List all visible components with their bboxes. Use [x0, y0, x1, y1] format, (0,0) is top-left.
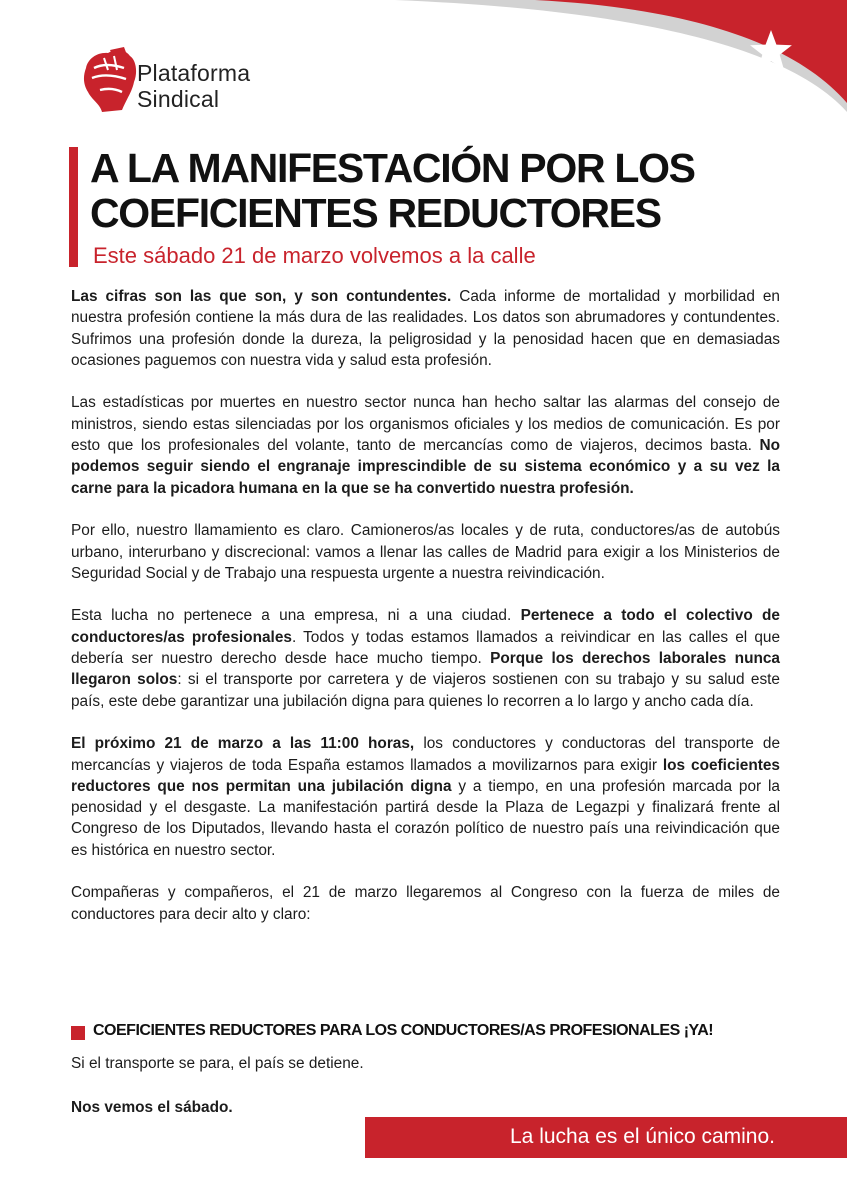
p5-bold-1: El próximo 21 de marzo a las 11:00 horas,	[71, 735, 415, 753]
title-line-2: COEFICIENTES REDUCTORES	[90, 190, 661, 236]
fist-logo-icon	[80, 44, 140, 114]
p4-text-2: . Todos y todas estamos llamados a reivindicar en las calles el que debería ser nuestro derecho desde hace mucho tiempo.	[71, 628, 780, 668]
p2-text: Las estadísticas por muertes en nuestro sector nunca han hecho saltar las alarmas del consejo de ministros, siendo estas silenciadas por los organismos oficiales y los medios de comunicación. Es por esto que los profesionales del volante, tanto de mercancías como de viajeros, decimos basta.	[71, 394, 780, 455]
page-title	[90, 146, 695, 236]
closing-line: Si el transporte se para, el país se detiene.	[71, 1055, 364, 1072]
p4-text-3: : si el transporte por carretera y de viajeros sostienen con su trabajo y su salud este país, este debe garantizar una jubilación digna para quienes lo recorren a lo largo y ancho cada día.	[71, 671, 780, 710]
p1-text: Cada informe de mortalidad y morbilidad en nuestra profesión contiene la más dura de las realidades. Los datos son abrumadores y contundentes. Sufrimos una profesión donde la dureza, la peligrosidad y la penosidad hacen que en demasiadas ocasiones paguemos con nuestra vida y salud esta profesión.	[71, 288, 780, 369]
title-line-1: A LA MANIFESTACIÓN POR LOS	[90, 145, 695, 191]
p2-bold: No podemos seguir siendo el engranaje imprescindible de su sistema económico y a su vez la carne para la picadora humana en la que se ha convertido nuestra profesión.	[71, 437, 780, 497]
p5-bold-2: los coeficientes reductores que nos permitan una jubilación digna	[71, 756, 780, 795]
p5-text-2: y a tiempo, en una profesión marcada por la penosidad y el desgaste. La manifestación partirá desde la Plaza de Legazpi y finalizará frente al Congreso de los Diputados, llevando hasta el corazón político de nuestro país una reivindicación que es histórica en nuestro sector.	[71, 777, 780, 859]
corner-red-swoosh	[535, 0, 847, 103]
body-text	[71, 286, 780, 946]
p3-text: Por ello, nuestro llamamiento es claro. Camioneros/as locales y de ruta, conductores/as de autobús urbano, interurbano y discrecional: vamos a llenar las calles de Madrid para exigir a los Ministerios de Seguridad Social y de Trabajo una respuesta urgente a nuestra reivindicación.	[71, 522, 780, 582]
red-square-icon	[71, 1026, 85, 1040]
page-subtitle: Este sábado 21 de marzo volvemos a la calle	[93, 243, 536, 268]
p5-text-1: los conductores y conductoras del transporte de mercancías y viajeros de toda España estamos llamados a movilizarnos para exigir	[71, 735, 781, 774]
paragraph-1	[71, 286, 780, 371]
paragraph-6	[71, 882, 780, 925]
brand-line-1: Plataforma	[137, 60, 251, 86]
brand-name	[137, 60, 250, 112]
paragraph-2	[71, 392, 780, 498]
p4-bold-1: Pertenece a todo el colectivo de conductores/as profesionales	[71, 607, 780, 646]
closing-signoff: Nos vemos el sábado.	[71, 1099, 233, 1116]
slogan-row	[71, 1021, 781, 1045]
title-accent-bar	[69, 147, 78, 267]
p1-bold: Las cifras son las que son, y son contundentes.	[71, 288, 452, 305]
slogan-text: COEFICIENTES REDUCTORES PARA LOS CONDUCTORES/AS PROFESIONALES ¡YA!	[93, 1022, 714, 1039]
p6-text: Compañeras y compañeros, el 21 de marzo llegaremos al Congreso con la fuerza de miles de conductores para decir alto y claro:	[71, 884, 780, 923]
paragraph-4	[71, 605, 780, 711]
footer-motto: La lucha es el único camino.	[510, 1125, 775, 1148]
p4-bold-2: Porque los derechos laborales nunca llegaron solos	[71, 650, 780, 689]
p4-text-1: Esta lucha no pertenece a una empresa, ni a una ciudad.	[71, 607, 521, 625]
footer-banner	[365, 1117, 847, 1158]
paragraph-3	[71, 520, 780, 584]
paragraph-5	[71, 733, 780, 861]
brand-line-2: Sindical	[137, 86, 220, 112]
